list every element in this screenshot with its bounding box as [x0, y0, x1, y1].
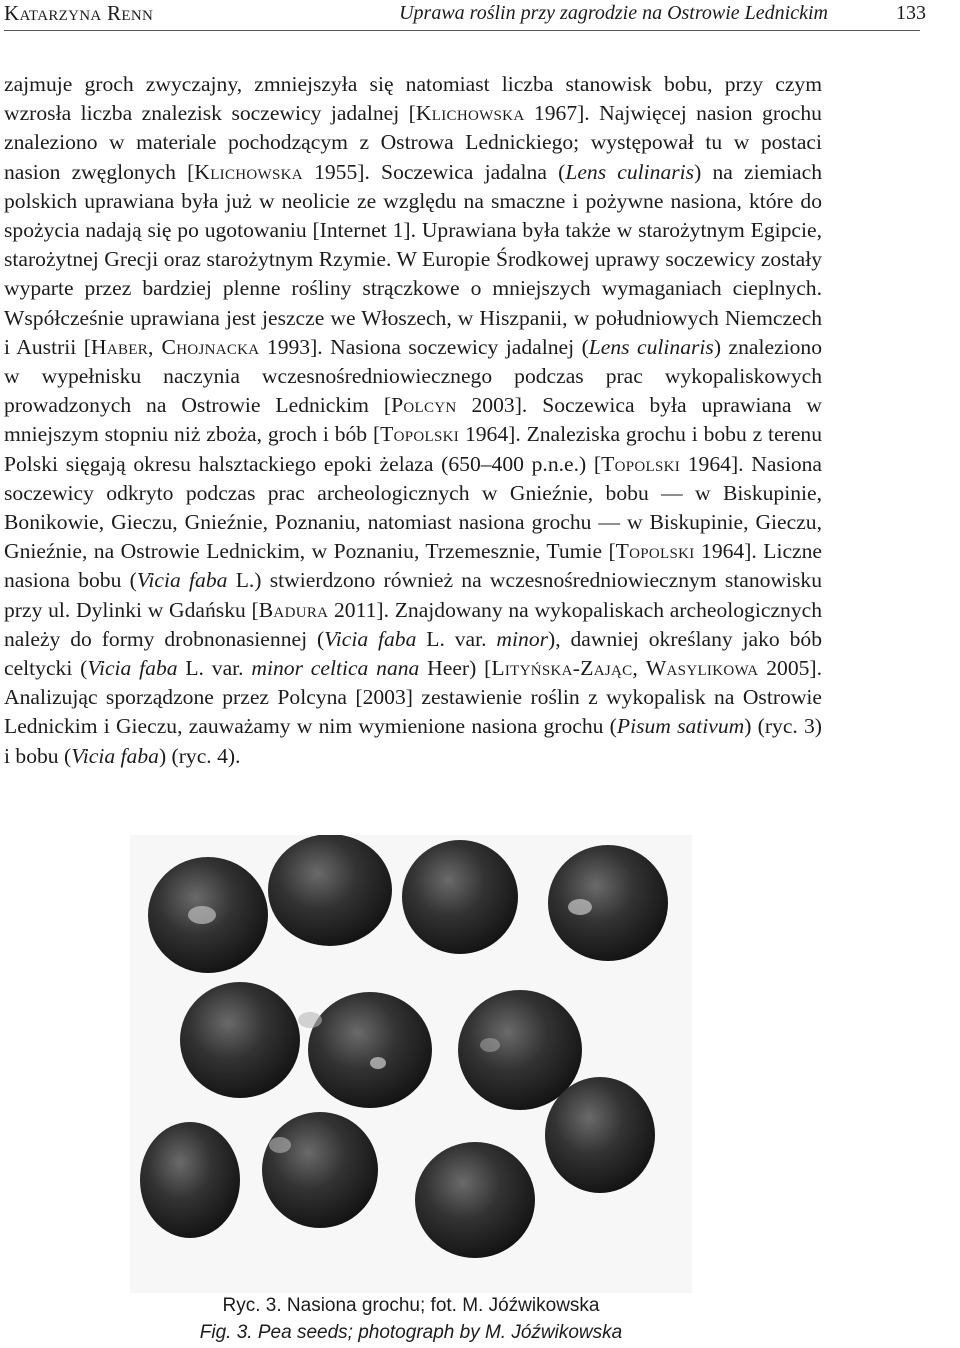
pea-seed: [548, 845, 668, 961]
header-title: Uprawa roślin przy zagrodzie na Ostrowie Lednickim: [399, 2, 828, 24]
citation-author: Lityńska-Zając, Wasylikowa: [491, 656, 759, 681]
text-run: ) znaleziono w wypełnisku naczynia wczesnośredniowiecznego podczas prac wykopaliskowych prowadzonych na Ostrowie Lednickim [: [4, 334, 823, 418]
seed-highlight: [188, 906, 216, 924]
pea-seed: [262, 1112, 378, 1228]
pea-seed: [180, 982, 300, 1098]
citation-author: Polcyn: [391, 393, 457, 418]
pea-seed: [415, 1142, 535, 1258]
pea-seed: [308, 992, 432, 1108]
text-run: ), dawniej określany jako bób celtycki (: [4, 626, 822, 681]
text-run: 1967]. Najwięcej nasion grochu znaleziono w materiale pochodzącym z Ostrowa Lednickiego; występował tu w postaci nasion zwęglonych [: [4, 101, 822, 184]
body-paragraph: [4, 70, 822, 771]
species-name: Vicia faba: [87, 656, 178, 681]
text-run: 1993]. Nasiona soczewicy jadalnej (: [259, 334, 589, 359]
pea-seed: [545, 1077, 655, 1193]
citation-author: Topolski: [380, 422, 460, 447]
citation-author: Klichowska: [415, 101, 525, 126]
seed-highlight: [269, 1137, 291, 1153]
pea-seed: [402, 840, 518, 954]
seed-highlight: [370, 1057, 386, 1069]
seed-highlight: [298, 1012, 322, 1028]
species-name: Pisum sativum: [616, 714, 745, 739]
species-name: minor celtica nana: [251, 656, 420, 681]
citation-author: Klichowska: [194, 159, 303, 184]
text-run: 2011]. Znajdowany na wykopaliskach archeologicznych należy do formy drobnonasiennej (: [4, 597, 822, 651]
text-run: ) (ryc. 4).: [158, 743, 241, 768]
text-run: ) na ziemiach polskich uprawiana była już w neolicie ze względu na smaczne i pożywne nasiona, które do spożycia nadają się po ugotowaniu [Internet 1]. Uprawiana była także w starożytnym Egipcie, starożytnej Grecji oraz starożytnym Rzymie. W Europie Środkowej uprawy soczewicy zostały wyparte przez bardziej plenne rośliny strączkowe o mniejszych wymaganiach cieplnych. Współcześnie uprawiana jest jeszcze we Włoszech, w Hiszpanii, w południowych Niemczech i Austrii [: [4, 159, 822, 359]
pea-seed: [268, 835, 392, 946]
pea-seeds-image: [130, 835, 692, 1293]
text-run: 2003]. Soczewica była uprawiana w mniejszym stopniu niż zboża, groch i bób [: [4, 393, 822, 447]
species-name: minor: [496, 626, 549, 651]
text-run: 2005]. Analizując sporządzone przez Polcyna [2003] zestawienie roślin z wykopalisk na Ostrowie Lednickim i Gieczu, zauważamy w nim wymienione nasiona grochu (: [4, 656, 823, 739]
page-number: 133: [896, 2, 926, 24]
text-run: L. var.: [177, 656, 252, 681]
species-name: Vicia faba: [324, 626, 417, 651]
text-run: 1964]. Nasiona soczewicy odkryto podczas prac archeologicznych w Gnieźnie, bobu — w Biskupinie, Bonikowie, Gieczu, Gnieźnie, Poznaniu, natomiast nasiona grochu — w Biskupinie, Gieczu, Gnieźnie, na Ostrowie Lednickim, w Poznaniu, Trzemesznie, Tumie [: [4, 451, 822, 564]
text-run: L.) stwierdzono również na wczesnośredniowiecznym stanowisku przy ul. Dylinki w Gdańsku [: [4, 568, 823, 622]
seed-highlight: [568, 899, 592, 915]
text-run: 1964]. Znaleziska grochu i bobu z terenu Polski sięgają okresu halsztackiego epoki żelaza (650–400 p.n.e.) [: [4, 422, 823, 476]
text-run: L. var.: [416, 626, 497, 651]
text-run: ) (ryc. 3) i bobu (: [4, 714, 822, 768]
text-run: 1955]. Soczewica jadalna (: [302, 159, 566, 184]
species-name: Vicia faba: [71, 743, 159, 768]
species-name: Lens culinaris: [588, 334, 714, 359]
citation-author: Badura: [258, 597, 329, 622]
species-name: Vicia faba: [136, 568, 228, 593]
pea-seed: [140, 1122, 240, 1238]
citation-author: Topolski: [615, 539, 695, 564]
text-run: Heer) [: [419, 656, 492, 681]
text-run: zajmuje groch zwyczajny, zmniejszyła się natomiast liczba stanowisk bobu, przy czym wzrosła liczba znalezisk soczewicy jadalnej [: [4, 72, 822, 126]
header-author: Katarzyna Renn: [4, 1, 154, 25]
text-run: 1964]. Liczne nasiona bobu (: [4, 539, 822, 593]
pea-seeds-photo: [130, 835, 692, 1293]
figure-caption-english: Fig. 3. Pea seeds; photograph by M. Jóźwikowska: [199, 1322, 623, 1343]
species-name: Lens culinaris: [565, 159, 695, 184]
citation-author: Haber, Chojnacka: [90, 334, 260, 359]
citation-author: Topolski: [601, 451, 681, 476]
seed-highlight: [480, 1038, 500, 1052]
figure-caption-polish: Ryc. 3. Nasiona grochu; fot. M. Jóźwikowska: [222, 1295, 600, 1316]
running-header: [4, 0, 926, 31]
